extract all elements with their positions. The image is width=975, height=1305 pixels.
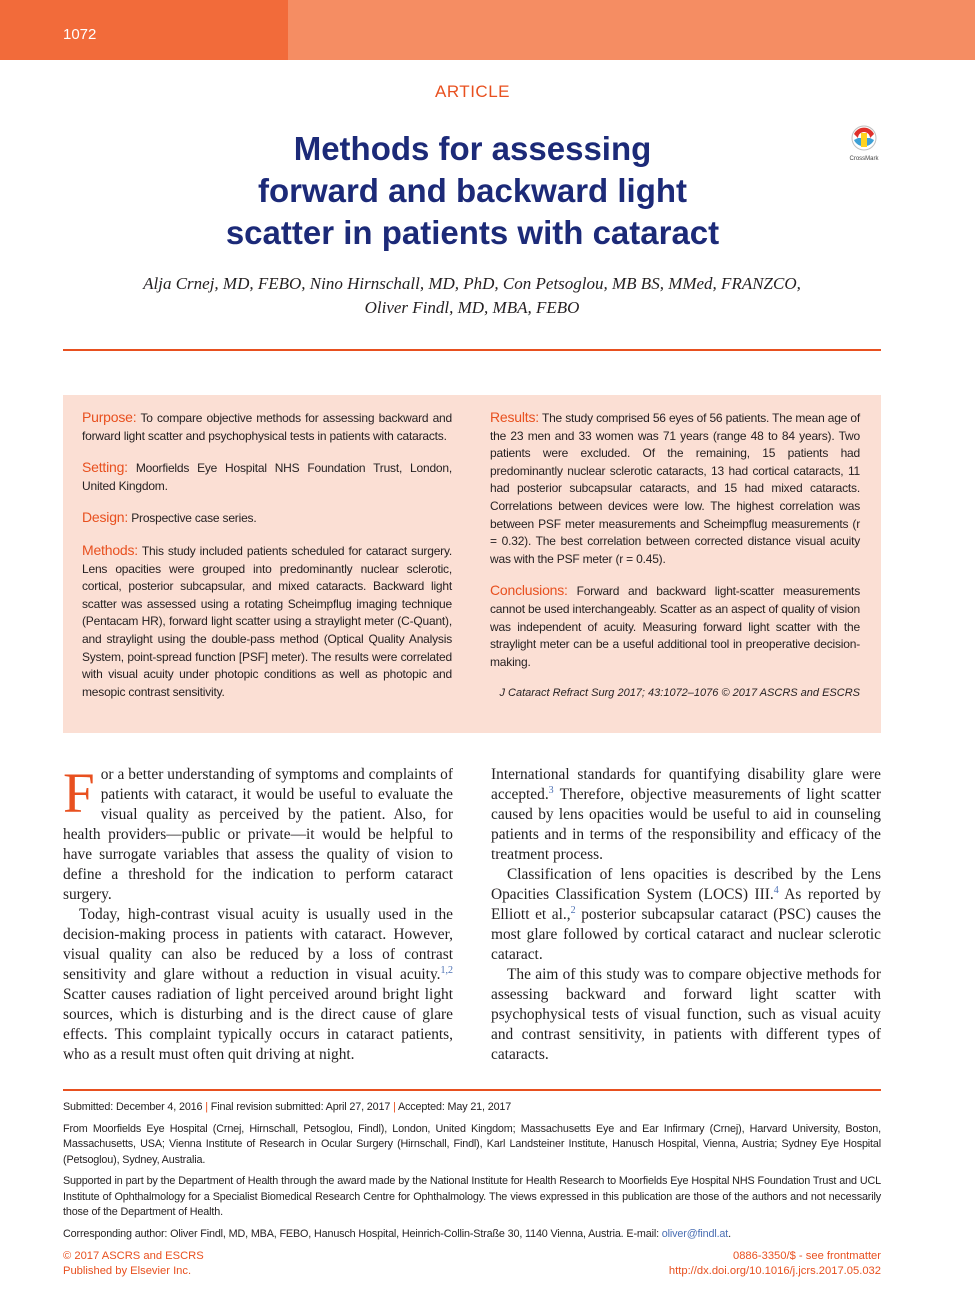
article-type-label: ARTICLE xyxy=(435,82,510,101)
paragraph-text: As reported by Elliott et al., xyxy=(491,886,881,923)
footer-right xyxy=(669,1249,881,1279)
authors-line: Alja Crnej, MD, FEBO, Nino Hirnschall, MD, PhD, Con Petsoglou, MB BS, MMed, FRANZCO, xyxy=(143,274,801,293)
funding-statement: Supported in part by the Department of Health through the award made by the National Institute for Health Research to Moorfields Eye Hospital NHS Foundation Trust and UCL Institute of Ophthalmology for a Specialist Biomedical Research Centre for Ophthalmology. The views expressed in this publication are those of the authors and not necessarily those of the Department of Health. xyxy=(63,1175,881,1218)
abstract-right-column xyxy=(490,409,860,703)
body-left-column xyxy=(63,762,453,1065)
submission-dates xyxy=(63,1100,881,1116)
copyright: © 2017 ASCRS and ESCRS xyxy=(63,1250,204,1262)
abstract-text: This study included patients scheduled for cataract surgery. Lens opacities were grouped into predominantly nuclear sclerotic, cortical, posterior subcapsular, and mixed cataracts. Backward light scatter was assessed using a rotating Scheimpflug imaging technique (Pentacam HR), forward light scatter using a straylight meter (C-Quant), and straylight using the double-pass method (Optical Quality Analysis System, point-spread function [PSF] meter). The results were correlated with visual acuity under photopic conditions as well as photopic and mesopic contrast sensitivity. xyxy=(82,543,453,699)
abstract-left-column xyxy=(82,409,452,715)
paragraph-text: Scatter causes radiation of light perceived around bright light sources, which is disturbing and is the direct cause of glare effects. This complaint typically occurs in cataract patients, who as a result must often quit driving at night. xyxy=(63,986,453,1063)
article-title xyxy=(150,128,795,254)
crossmark-label: CrossMark xyxy=(849,156,879,162)
paragraph-text: Therefore, objective measurements of light scatter caused by lens opacities would be useful to aid in counseling patients and in terms of the responsibility and efficacy of the treatment process. xyxy=(491,786,881,863)
issn: 0886-3350/$ - see frontmatter xyxy=(732,1250,881,1262)
paragraph-text: or a better understanding of symptoms and complaints of patients with cataract, it would be useful to evaluate the visual quality as perceived by the patient. Also, for health providers—public or private—it would be helpful to have surrogate variables that assess the quality of vision to define a threshold for the indication to perform cataract surgery. xyxy=(63,766,453,903)
footer-left xyxy=(63,1249,204,1279)
section-heading: Design: xyxy=(82,509,129,526)
title-line: scatter in patients with cataract xyxy=(225,214,720,251)
separator: | xyxy=(205,1101,208,1113)
reference-link[interactable]: 1,2 xyxy=(440,964,453,976)
body-paragraph xyxy=(491,765,881,865)
title-line: forward and backward light xyxy=(257,172,688,209)
body-paragraph xyxy=(491,865,881,965)
page-number: 1072 xyxy=(63,26,97,43)
section-heading: Conclusions: xyxy=(490,582,568,599)
footnotes xyxy=(63,1100,881,1248)
section-heading: Results: xyxy=(490,409,539,425)
reference-link[interactable]: 3 xyxy=(548,784,554,796)
section-heading: Setting: xyxy=(82,459,128,476)
abstract-text: Moorfields Eye Hospital NHS Foundation Trust, London, United Kingdom. xyxy=(82,461,453,493)
accepted-date: Accepted: May 21, 2017 xyxy=(398,1101,512,1113)
submitted-date: Submitted: December 4, 2016 xyxy=(63,1101,203,1113)
authors-line: Oliver Findl, MD, MBA, FEBO xyxy=(364,298,580,317)
abstract-methods xyxy=(82,542,452,701)
author-list xyxy=(63,272,881,320)
corresponding-text: Corresponding author: Oliver Findl, MD, MBA, FEBO, Hanusch Hospital, Heinrich-Collin-Straße 30, 1140 Vienna, Austria. E-mail: xyxy=(63,1227,659,1240)
header-bar-left xyxy=(0,0,288,60)
header-bar-right xyxy=(288,0,975,60)
section-heading: Purpose: xyxy=(82,409,137,425)
paragraph-text: posterior subcapsular cataract (PSC) causes the most glare followed by cortical cataract and nuclear sclerotic cataract. xyxy=(491,906,881,963)
abstract-conclusions xyxy=(490,582,860,671)
abstract-text: To compare objective methods for assessing backward and forward light scatter and psychophysical tests in patients with cataracts. xyxy=(82,411,452,443)
abstract-results xyxy=(490,409,860,568)
abstract-text: The study comprised 56 eyes of 56 patients. The mean age of the 23 men and 33 women was 71 years (range 48 to 84 years). Two patients were excluded. Of the remaining, 15 patients had predominantly nuclear sclerotic cataracts, 13 had cortical cataracts, 11 had posterior subcapsular cataracts, and 15 had mixed cataracts. Correlations between devices were low. The highest correlation was between PSF meter measurements and Scheimpflug measurements (r = 0.32). The best correlation between corrected distance visual acuity was with the PSF meter (r = 0.45). xyxy=(490,411,860,566)
abstract-setting xyxy=(82,459,452,495)
body-paragraph: The aim of this study was to compare objective methods for assessing backward and forward light scatter with psychophysical tests of visual function, such as visual acuity and contrast sensitivity, in patients with different types of cataracts. xyxy=(491,966,881,1063)
body-right-column xyxy=(491,765,881,1065)
section-heading: Methods: xyxy=(82,541,138,558)
abstract-box xyxy=(63,395,881,733)
email-link[interactable]: oliver@findl.at xyxy=(661,1227,729,1240)
reference-link[interactable]: 4 xyxy=(773,884,779,896)
crossmark-icon[interactable] xyxy=(844,124,884,164)
separator: | xyxy=(393,1101,396,1113)
affiliations: From Moorfields Eye Hospital (Crnej, Hirnschall, Petsoglou, Findl), London, United Kingdom; Massachusetts Eye and Ear Infirmary (Crnej), Harvard University, Boston, Massachusetts, USA; Vienna Institute of Research in Ocular Surgery (Hirnschall, Findl), Karl Landsteiner Institute, Hanusch Hospital, Vienna, Austria; Sydney Eye Hospital (Petsoglou), Sydney, Australia. xyxy=(63,1122,881,1166)
revision-date: Final revision submitted: April 27, 2017 xyxy=(210,1101,391,1113)
abstract-purpose xyxy=(82,409,452,445)
paragraph-text: Today, high-contrast visual acuity is usually used in the decision-making process in patients with cataract. However, visual quality can also be reduced by a loss of contrast sensitivity and glare without a reduction in visual acuity. xyxy=(63,906,453,983)
corresponding-author xyxy=(63,1227,881,1243)
abstract-text: Forward and backward light-scatter measurements cannot be used interchangeably. Scatter as an aspect of quality of vision was independent of acuity. Measuring forward light scatter with the straylight meter can be a useful additional tool in preoperative decision-making. xyxy=(490,584,860,669)
paragraph-text: Classification of lens opacities is described by the Lens Opacities Classification System (LOCS) III. xyxy=(491,866,881,903)
publisher: Published by Elsevier Inc. xyxy=(63,1265,192,1277)
abstract-design xyxy=(82,509,452,528)
body-paragraph xyxy=(63,762,453,905)
doi-link[interactable]: http://dx.doi.org/10.1016/j.jcrs.2017.05.032 xyxy=(668,1265,881,1277)
punctuation: . xyxy=(728,1227,731,1240)
drop-cap: F xyxy=(63,762,95,825)
journal-citation: J Cataract Refract Surg 2017; 43:1072–1076 © 2017 ASCRS and ESCRS xyxy=(499,687,860,700)
title-line: Methods for assessing xyxy=(293,130,652,167)
divider xyxy=(63,349,881,351)
reference-link[interactable]: 2 xyxy=(570,904,576,916)
divider xyxy=(63,1089,881,1091)
body-paragraph xyxy=(63,905,453,1065)
paragraph-text: International standards for quantifying disability glare were accepted. xyxy=(491,766,881,803)
abstract-text: Prospective case series. xyxy=(131,511,257,526)
